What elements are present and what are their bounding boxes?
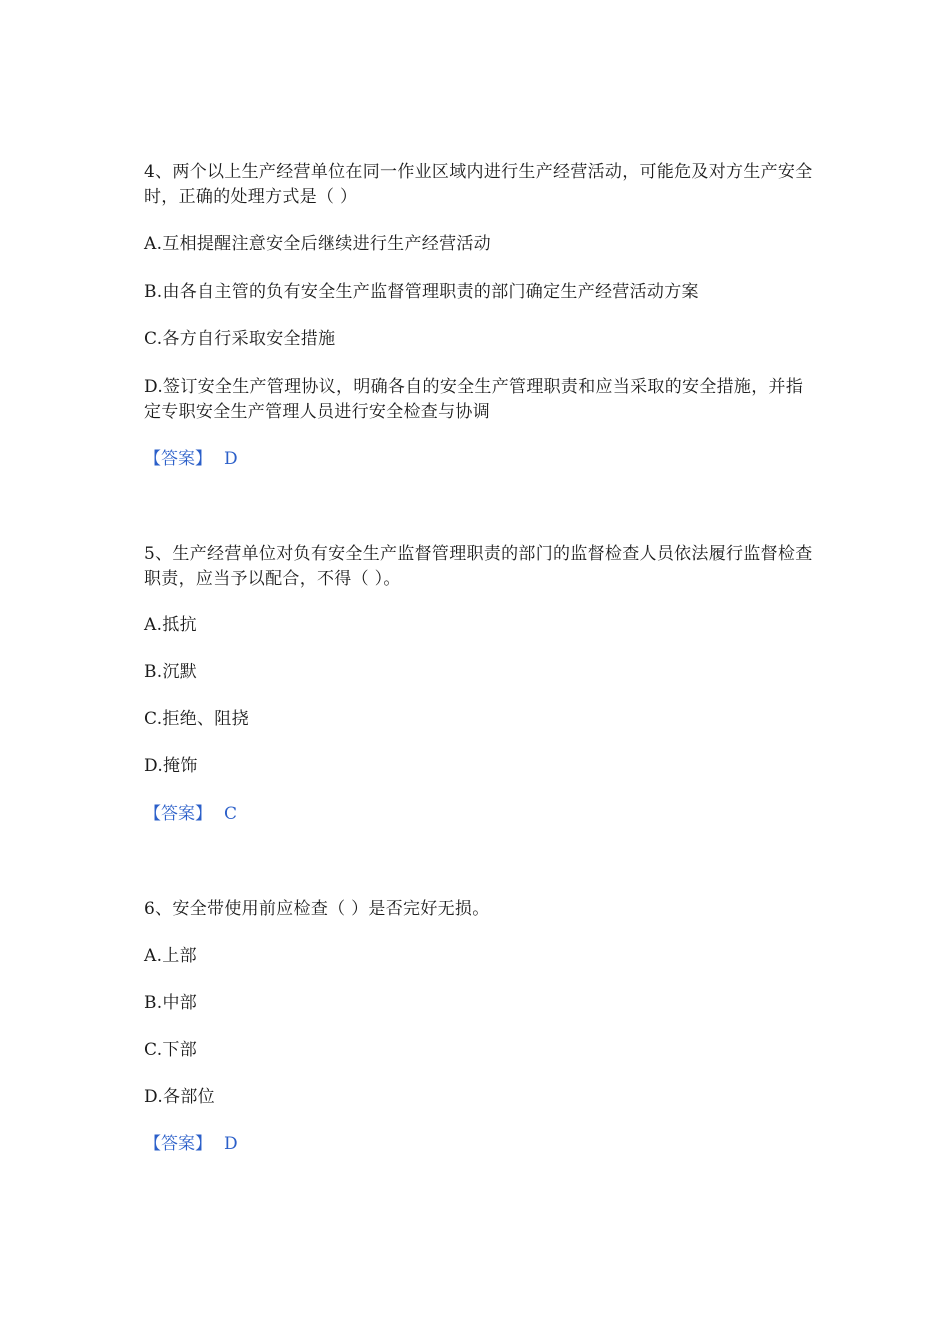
answer-line (144, 447, 238, 472)
question-stem: 5、生产经营单位对负有安全生产监督管理职责的部门的监督检查人员依法履行监督检查职责，应当予以配合，不得（ ）。 (144, 544, 813, 589)
answer-value: D (224, 449, 238, 469)
answer-label: 【答案】 (144, 1134, 212, 1154)
answer-value: C (224, 804, 238, 824)
question-6 (144, 897, 814, 1154)
question-stem: 6、安全带使用前应检查（ ）是否完好无损。 (144, 899, 490, 919)
answer-label: 【答案】 (144, 449, 212, 469)
option-a: A.抵抗 (144, 615, 197, 635)
option-a: A.互相提醒注意安全后继续进行生产经营活动 (144, 234, 491, 254)
option-c: C.各方自行采取安全措施 (144, 329, 336, 349)
question-stem: 4、两个以上生产经营单位在同一作业区域内进行生产经营活动，可能危及对方生产安全时，正确的处理方式是（ ） (144, 162, 813, 207)
option-b: B.中部 (144, 993, 198, 1013)
option-b: B.沉默 (144, 662, 198, 682)
answer-line (144, 1132, 238, 1157)
answer-value: D (224, 1134, 238, 1154)
question-5 (144, 542, 814, 824)
option-c: C.下部 (144, 1040, 198, 1060)
option-a: A.上部 (144, 946, 197, 966)
answer-line (144, 802, 237, 827)
option-d: D.各部位 (144, 1087, 215, 1107)
option-b: B.由各自主管的负有安全生产监督管理职责的部门确定生产经营活动方案 (144, 282, 699, 302)
option-d: D.签订安全生产管理协议，明确各自的安全生产管理职责和应当采取的安全措施，并指定专职安全生产管理人员进行安全检查与协调 (144, 377, 804, 422)
question-4 (144, 160, 814, 469)
option-c: C.拒绝、阻挠 (144, 709, 249, 729)
answer-label: 【答案】 (144, 804, 212, 824)
option-d: D.掩饰 (144, 756, 198, 776)
